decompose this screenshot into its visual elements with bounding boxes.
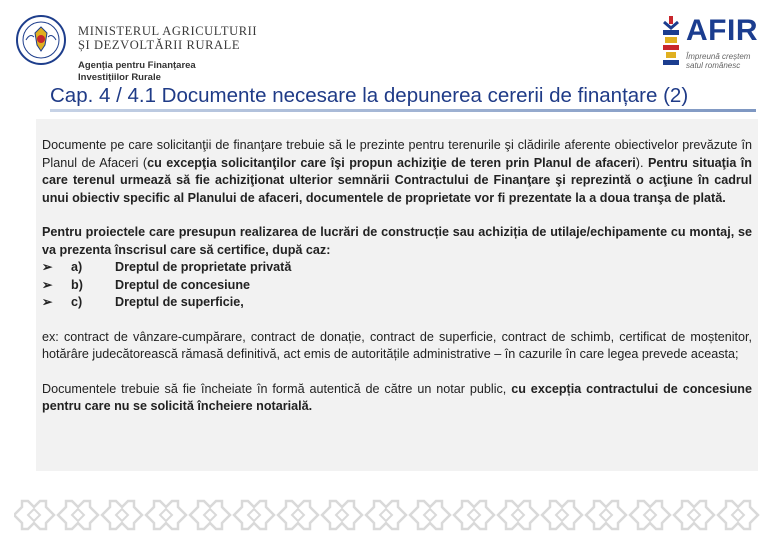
agency-name xyxy=(78,60,196,83)
arrow-bullet-icon: ➢ xyxy=(42,295,53,309)
paragraph-construction-projects: Pentru proiectele care presupun realizarea de lucrări de construcție sau achiziția de utilaje/echipamente cu montaj, se va prezenta înscrisul care să certifice, după caz: xyxy=(42,225,752,257)
list-item xyxy=(42,277,752,295)
header xyxy=(0,0,780,112)
agency-line-1: Agenția pentru Finanțarea xyxy=(78,60,196,71)
afir-logo xyxy=(660,10,770,78)
ministry-name xyxy=(78,24,257,52)
list-item xyxy=(42,294,752,312)
paragraph-1-bold-2: Pentru situaţia în care terenul urmează să fie achiziţionat ulterior semnării Contractului de Finanţare şi reprezintă o acţiune în cadrul unui obiectiv specific al Planului de afaceri, documentele de proprietate vor fi prezentate la a doua tranşa de plată. xyxy=(42,155,753,205)
afir-logo-text: AFIR xyxy=(686,14,758,47)
paragraph-4-bold: cu excepția contractului de concesiune pentru care nu se solicită încheiere notarială. xyxy=(42,381,753,413)
list-letter: a) xyxy=(71,260,83,274)
arrow-bullet-icon: ➢ xyxy=(42,260,53,274)
paragraph-1-text: Documente pe care solicitanţii de finanţare trebuie să le prezinte pentru terenurile şi clădirile aferente obiectivelor prevăzute în Planul de Afaceri ( xyxy=(42,138,752,170)
list-letter: c) xyxy=(71,295,83,309)
list-letter: b) xyxy=(71,277,83,292)
agency-line-2: Investițiilor Rurale xyxy=(78,71,161,83)
ministry-line-1: MINISTERUL AGRICULTURII xyxy=(78,24,258,38)
title-underline xyxy=(50,109,756,112)
list-item xyxy=(42,259,752,277)
ministry-line-2: ȘI DEZVOLTĂRII RURALE xyxy=(78,38,241,52)
afir-emblem-icon xyxy=(660,14,682,72)
content-box xyxy=(36,119,758,471)
decorative-footer-pattern xyxy=(14,496,774,534)
list-text: Dreptul de concesiune xyxy=(115,277,251,292)
paragraph-land-documents xyxy=(42,137,752,207)
page-title: Cap. 4 / 4.1 Documente necesare la depunerea cererii de finanțare (2) xyxy=(50,84,689,107)
paragraph-4-text: Documentele trebuie să fie încheiate în formă autentică de către un notar public, xyxy=(42,381,512,396)
spacer xyxy=(42,312,752,329)
afir-subtitle: Împreună creștem satul românesc xyxy=(686,52,751,70)
ministry-seal-icon xyxy=(16,15,66,65)
paragraph-1-bold: cu excepţia solicitanţilor care îşi propun achiziţie de teren prin Planul de afaceri xyxy=(147,155,636,170)
paragraph-1-text-2: ). xyxy=(635,155,648,170)
paragraph-examples: ex: contract de vânzare-cumpărare, contract de donație, contract de superficie, contract de schimb, certificat de moștenitor, hotărâre judecătorească rămasă definitivă, act emis de autoritățile administrative – în cazurile în care legea prevede aceasta; xyxy=(42,329,752,361)
list-text: Dreptul de superficie, xyxy=(115,295,244,309)
paragraph-notarial xyxy=(42,381,752,416)
arrow-bullet-icon: ➢ xyxy=(42,277,53,292)
list-text: Dreptul de proprietate privată xyxy=(115,260,292,274)
